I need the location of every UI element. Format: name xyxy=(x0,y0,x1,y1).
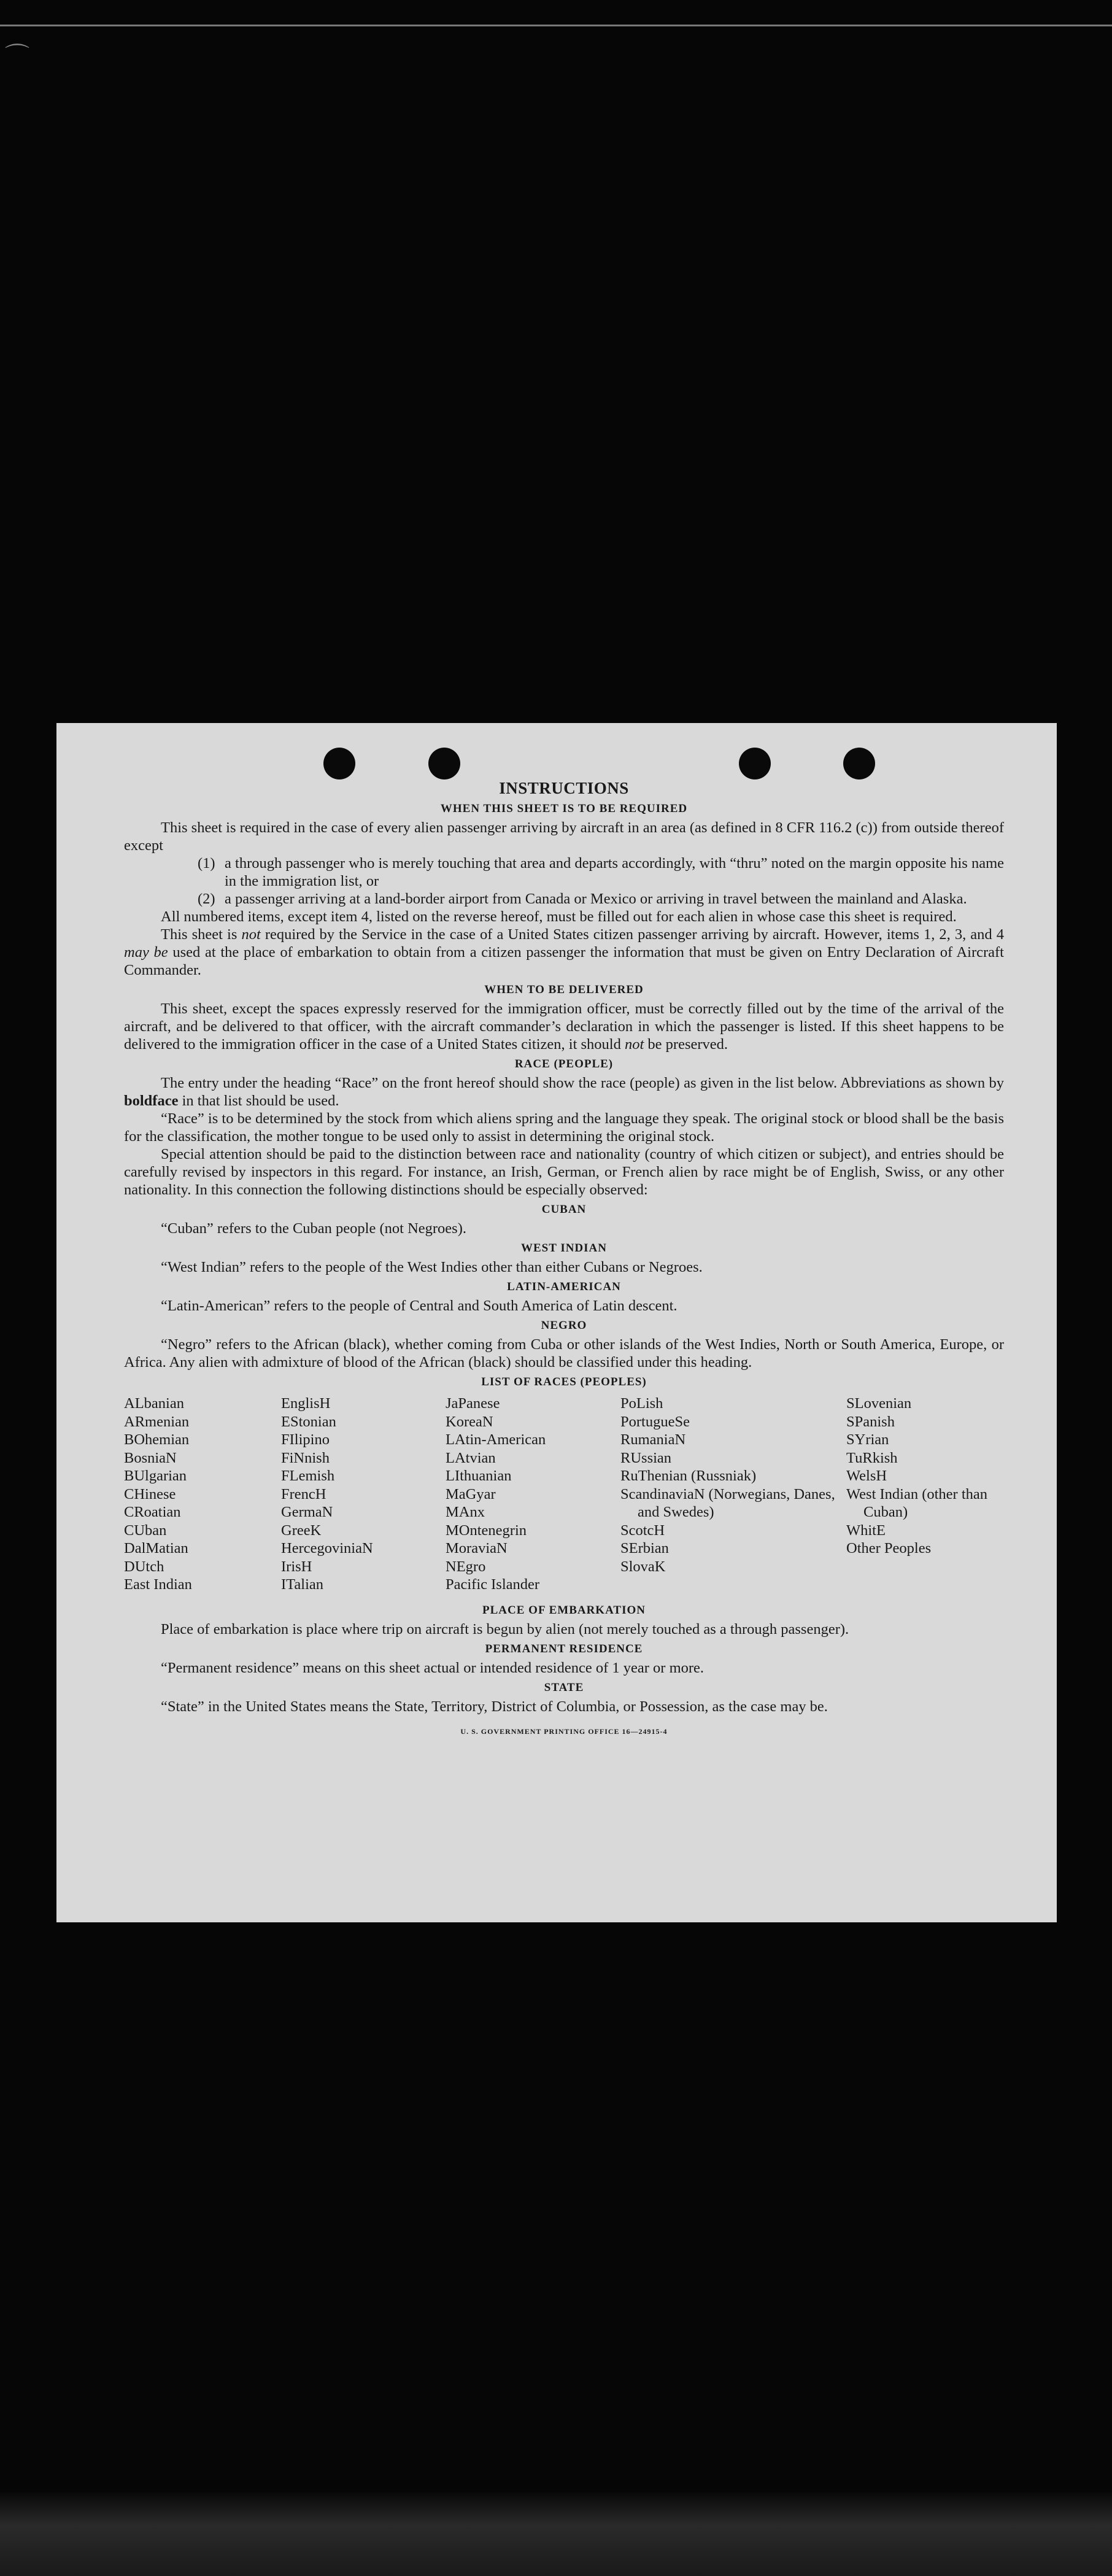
race-entry: BosniaN xyxy=(124,1449,177,1466)
race-entry: GermaN xyxy=(281,1504,333,1520)
item-number: (2) xyxy=(198,891,215,907)
text-run: This sheet, except the spaces expressly reserved for the immigration officer, must be correctly filled out by the time of the arrival of the aircraft, and be delivered to that officer, with the aircraft commander’s declaration in which the passenger is listed. If this sheet happens to be delivered to the immigration officer in the case of a United States citizen, it should xyxy=(124,1000,1004,1053)
race-entry: FLemish xyxy=(281,1468,335,1484)
race-entry: GreeK xyxy=(281,1522,322,1539)
paragraph xyxy=(124,1000,1004,1053)
race-entry: SYrian xyxy=(846,1431,889,1448)
paragraph: “West Indian” refers to the people of the West Indies other than either Cubans or Negroes. xyxy=(161,1259,703,1275)
section-heading: LIST OF RACES (PEOPLES) xyxy=(481,1375,647,1388)
race-entry: BOhemian xyxy=(124,1431,190,1448)
section-heading: WHEN THIS SHEET IS TO BE REQUIRED xyxy=(440,802,688,815)
race-entry: PoLish xyxy=(620,1395,663,1412)
race-column xyxy=(446,1394,620,1594)
section-heading: WHEN TO BE DELIVERED xyxy=(484,983,644,996)
race-entry: KoreaN xyxy=(446,1413,493,1430)
race-entry: CRoatian xyxy=(124,1504,181,1520)
text-run: This sheet is xyxy=(161,926,242,943)
text-run: used at the place of embarkation to obtain from a citizen passenger the information that must be given on Entry Declaration of Aircraft Commander. xyxy=(124,944,1004,978)
race-entry: East Indian xyxy=(124,1576,192,1593)
emphasis: may be xyxy=(124,944,168,961)
race-list xyxy=(124,1394,1004,1594)
race-entry: Other Peoples xyxy=(846,1540,932,1557)
race-column xyxy=(846,1394,1006,1594)
top-rule xyxy=(0,25,1112,26)
list-item xyxy=(198,854,1004,890)
paragraph: “Negro” refers to the African (black), whether coming from Cuba or other islands of the West Indies, North or South America, Europe, or Africa. Any alien with admixture of blood of the African (black) should be classified under this heading. xyxy=(124,1336,1004,1371)
section-heading: RACE (PEOPLE) xyxy=(514,1058,614,1070)
text-run: be preserved. xyxy=(644,1036,728,1053)
race-entry: BUlgarian xyxy=(124,1468,187,1484)
race-entry: SPanish xyxy=(846,1413,895,1430)
race-entry: ITalian xyxy=(281,1576,324,1593)
paragraph: All numbered items, except item 4, listed on the reverse hereof, must be filled out for each alien in whose case this sheet is required. xyxy=(161,908,957,925)
race-entry: FIlipino xyxy=(281,1431,330,1448)
race-entry: JaPanese xyxy=(446,1395,500,1412)
paragraph: “Latin-American” refers to the people of Central and South America of Latin descent. xyxy=(161,1298,678,1314)
race-entry: TuRkish xyxy=(846,1449,898,1466)
section-heading: WEST INDIAN xyxy=(521,1242,607,1255)
race-entry: NEgro xyxy=(446,1558,486,1575)
race-entry: DUtch xyxy=(124,1558,164,1575)
punch-hole xyxy=(323,748,355,779)
section-heading: PLACE OF EMBARKATION xyxy=(482,1603,646,1617)
section-heading: PERMANENT RESIDENCE xyxy=(485,1642,643,1655)
section-heading: STATE xyxy=(544,1681,584,1694)
race-entry: DalMatian xyxy=(124,1540,188,1557)
list-item xyxy=(198,890,1004,908)
item-text: a passenger arriving at a land-border airport from Canada or Mexico or arriving in travel between the mainland and Alaska. xyxy=(225,891,967,907)
text-run: required by the Service in the case of a United States citizen passenger arriving by aircraft. However, items 1, 2, 3, and 4 xyxy=(260,926,1005,943)
race-entry: RUssian xyxy=(620,1449,672,1466)
race-entry: WelsH xyxy=(846,1468,887,1484)
emphasis: not xyxy=(241,926,261,943)
text-run: The entry under the heading “Race” on the front hereof should show the race (people) as given in the list below. Abbreviations as shown by xyxy=(161,1075,1004,1091)
race-entry: HercegoviniaN xyxy=(281,1540,373,1557)
race-entry: MAnx xyxy=(446,1504,485,1520)
paragraph: This sheet is required in the case of every alien passenger arriving by aircraft in an area (as defined in 8 CFR 116.2 (c)) from outside thereof except xyxy=(124,819,1004,854)
race-entry: MOntenegrin xyxy=(446,1522,527,1539)
punch-hole xyxy=(843,748,875,779)
section-heading: CUBAN xyxy=(541,1203,587,1216)
race-entry: IrisH xyxy=(281,1558,312,1575)
race-column xyxy=(620,1394,846,1594)
race-column xyxy=(124,1394,281,1594)
race-entry: ARmenian xyxy=(124,1413,190,1430)
race-entry: West Indian (other than Cuban) xyxy=(846,1485,988,1520)
race-column xyxy=(281,1394,446,1594)
section-heading: NEGRO xyxy=(541,1319,587,1332)
emphasis: not xyxy=(624,1036,644,1053)
paragraph xyxy=(124,1074,1004,1110)
race-entry: WhitE xyxy=(846,1522,886,1539)
race-entry: SLovenian xyxy=(846,1395,912,1412)
race-entry: LAtin-American xyxy=(446,1431,546,1448)
race-entry: CUban xyxy=(124,1522,167,1539)
race-entry: MoraviaN xyxy=(446,1540,508,1557)
race-entry: ALbanian xyxy=(124,1395,184,1412)
bold-term: boldface xyxy=(124,1093,179,1109)
race-entry: ScandinaviaN (Norwegians, Danes, and Swedes) xyxy=(620,1485,835,1520)
race-entry: LIthuanian xyxy=(446,1468,512,1484)
paragraph: Place of embarkation is place where trip on aircraft is begun by alien (not merely touched as a through passenger). xyxy=(161,1620,849,1638)
paragraph: “State” in the United States means the State, Territory, District of Columbia, or Possession, as the case may be. xyxy=(161,1698,828,1715)
paragraph xyxy=(124,926,1004,979)
race-entry: FiNnish xyxy=(281,1449,330,1466)
punch-hole xyxy=(428,748,460,779)
race-entry: SErbian xyxy=(620,1540,669,1557)
item-number: (1) xyxy=(198,855,215,872)
race-entry: MaGyar xyxy=(446,1485,496,1503)
instruction-sheet xyxy=(56,723,1057,1922)
race-entry: RumaniaN xyxy=(620,1431,686,1448)
paragraph: “Permanent residence” means on this sheet actual or intended residence of 1 year or more. xyxy=(161,1659,705,1676)
race-entry: ScotcH xyxy=(620,1522,665,1539)
punch-hole xyxy=(739,748,771,779)
item-text: a through passenger who is merely touching that area and departs accordingly, with “thru” noted on the margin opposite his name in the immigration list, or xyxy=(225,855,1004,889)
scan-mark: ⌒ xyxy=(5,42,29,70)
paragraph: “Race” is to be determined by the stock from which aliens spring and the language they speak. The original stock or blood shall be the basis for the classification, the mother tongue to be used only to assist in determining the original stock. xyxy=(124,1110,1004,1145)
race-entry: Pacific Islander xyxy=(446,1576,540,1593)
page-title: INSTRUCTIONS xyxy=(499,779,629,797)
section-heading: LATIN-AMERICAN xyxy=(507,1280,621,1293)
printer-imprint: U. S. GOVERNMENT PRINTING OFFICE 16—24915-4 xyxy=(460,1727,668,1736)
race-entry: RuThenian (Russniak) xyxy=(620,1468,757,1484)
race-entry: PortugueSe xyxy=(620,1413,690,1430)
race-entry: FrencH xyxy=(281,1485,326,1503)
race-entry: LAtvian xyxy=(446,1449,496,1466)
paragraph: Special attention should be paid to the distinction between race and nationality (country of which citizen or subject), and entries should be carefully revised by inspectors in this regard. For instance, an Irish, German, or French alien by race might be of English, Swiss, or any other nationality. In this connection the following distinctions should be especially observed: xyxy=(124,1146,1004,1198)
scanner-band xyxy=(0,2492,1112,2576)
race-entry: SlovaK xyxy=(620,1558,666,1575)
text-run: in that list should be used. xyxy=(178,1093,339,1109)
race-entry: CHinese xyxy=(124,1485,176,1503)
race-entry: EnglisH xyxy=(281,1395,331,1412)
race-entry: EStonian xyxy=(281,1413,336,1430)
paragraph: “Cuban” refers to the Cuban people (not Negroes). xyxy=(161,1220,466,1237)
